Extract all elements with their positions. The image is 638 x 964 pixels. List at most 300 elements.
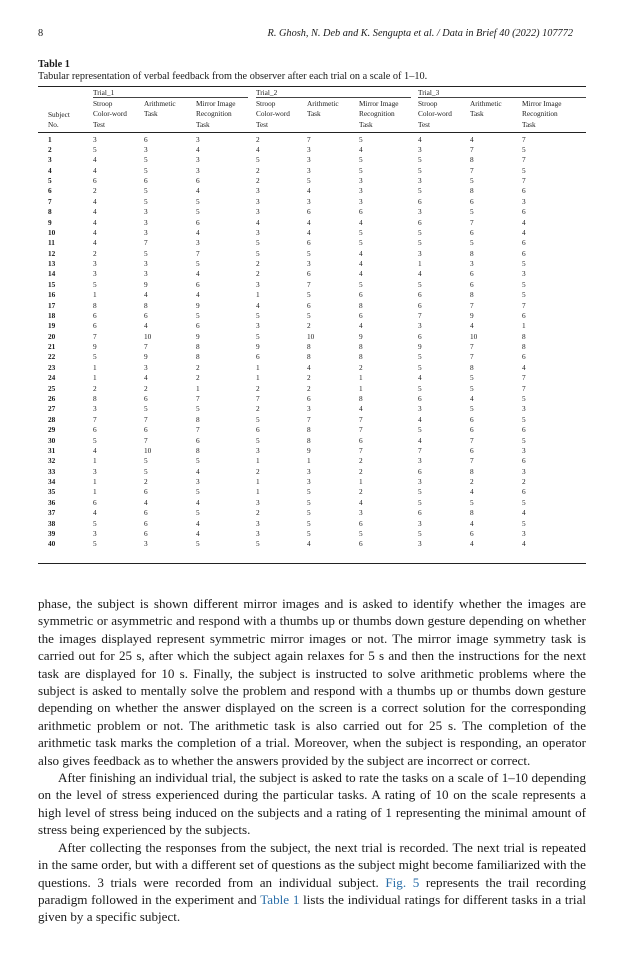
rating-cell: 1 [93, 290, 97, 300]
rating-cell: 3 [196, 165, 200, 175]
rating-cell: 3 [307, 155, 311, 165]
rating-cell: 6 [470, 528, 474, 538]
table-row [0, 197, 638, 207]
rating-cell: 2 [256, 259, 260, 269]
rating-cell: 4 [93, 217, 97, 227]
rating-cell: 4 [470, 394, 474, 403]
rating-cell: 5 [418, 227, 422, 237]
rating-cell: 5 [418, 362, 422, 372]
subject-number: 23 [48, 362, 56, 372]
rating-cell: 6 [93, 310, 97, 320]
table-row [0, 539, 638, 549]
rating-cell: 5 [307, 497, 311, 507]
rating-cell: 4 [144, 321, 148, 331]
rating-cell: 9 [307, 445, 311, 455]
rating-cell: 6 [307, 394, 311, 403]
subject-number: 22 [48, 352, 56, 362]
rating-cell: 8 [359, 394, 363, 403]
rating-cell: 4 [196, 497, 200, 507]
rating-cell: 4 [359, 144, 363, 154]
rating-cell: 2 [359, 487, 363, 497]
rating-cell: 2 [196, 373, 200, 383]
table-row [0, 166, 638, 176]
rating-cell: 7 [307, 134, 311, 144]
rating-cell: 3 [418, 539, 422, 549]
rating-cell: 5 [307, 310, 311, 320]
t1-arithmetic-header: Arithmetic Task [144, 99, 176, 119]
rating-cell: 5 [470, 497, 474, 507]
rating-cell: 4 [470, 539, 474, 549]
rating-cell: 6 [522, 425, 526, 435]
trial-header-2: Trial_2 [256, 88, 278, 97]
table-row [0, 301, 638, 311]
rating-cell: 7 [522, 300, 526, 310]
rating-cell: 5 [256, 331, 260, 341]
page-number: 8 [38, 28, 44, 39]
rating-cell: 8 [307, 435, 311, 445]
rating-cell: 3 [93, 466, 97, 476]
rating-cell: 7 [522, 373, 526, 383]
rating-cell: 6 [93, 176, 97, 186]
subject-number: 32 [48, 456, 56, 466]
rating-cell: 6 [196, 176, 200, 186]
subject-number: 18 [48, 310, 56, 320]
rating-cell: 2 [256, 165, 260, 175]
rating-cell: 9 [144, 279, 148, 289]
rating-cell: 6 [144, 487, 148, 497]
table-row [0, 498, 638, 508]
rating-cell: 4 [522, 362, 526, 372]
subject-number: 17 [48, 300, 56, 310]
rating-cell: 5 [196, 196, 200, 206]
rating-cell: 6 [144, 528, 148, 538]
rating-cell: 5 [144, 196, 148, 206]
rating-cell: 8 [470, 508, 474, 518]
rating-cell: 5 [359, 528, 363, 538]
trial-header-1: Trial_1 [93, 88, 115, 97]
subject-number: 24 [48, 373, 56, 383]
rating-cell: 6 [359, 207, 363, 217]
rating-cell: 7 [93, 414, 97, 424]
rating-cell: 5 [93, 279, 97, 289]
rating-cell: 7 [470, 456, 474, 466]
rating-cell: 5 [256, 155, 260, 165]
rating-cell: 7 [359, 425, 363, 435]
table-row [0, 155, 638, 165]
rating-cell: 8 [470, 155, 474, 165]
rating-cell: 4 [418, 373, 422, 383]
rating-cell: 8 [93, 394, 97, 403]
rating-cell: 2 [470, 477, 474, 487]
rating-cell: 6 [470, 425, 474, 435]
rating-cell: 3 [256, 445, 260, 455]
rating-cell: 1 [418, 259, 422, 269]
rating-cell: 3 [144, 362, 148, 372]
rating-cell: 4 [359, 497, 363, 507]
subject-number: 26 [48, 394, 56, 403]
rating-cell: 3 [307, 165, 311, 175]
rating-cell: 3 [256, 207, 260, 217]
rating-cell: 4 [307, 217, 311, 227]
rating-cell: 6 [418, 508, 422, 518]
rating-cell: 8 [470, 362, 474, 372]
rating-cell: 5 [470, 207, 474, 217]
table-top-rule [38, 86, 586, 87]
rating-cell: 3 [359, 196, 363, 206]
rating-cell: 4 [470, 134, 474, 144]
rating-cell: 5 [196, 539, 200, 549]
table-row [0, 467, 638, 477]
table-caption: Tabular representation of verbal feedback from the observer after each trial on a scale of 1–10. [38, 71, 428, 82]
rating-cell: 9 [256, 342, 260, 352]
rating-cell: 5 [196, 456, 200, 466]
rating-cell: 6 [196, 321, 200, 331]
subject-number: 5 [48, 176, 52, 186]
subject-number: 38 [48, 518, 56, 528]
rating-cell: 7 [470, 435, 474, 445]
table-row [0, 280, 638, 290]
rating-cell: 4 [307, 227, 311, 237]
trial-3-rule [418, 97, 586, 98]
rating-cell: 4 [256, 144, 260, 154]
rating-cell: 4 [196, 269, 200, 279]
rating-cell: 5 [256, 248, 260, 258]
table-row [0, 269, 638, 279]
table-row [0, 373, 638, 383]
rating-cell: 1 [256, 290, 260, 300]
rating-cell: 3 [307, 196, 311, 206]
rating-cell: 4 [307, 186, 311, 196]
paragraph-2: After finishing an individual trial, the subject is asked to rate the tasks on a scale of 1–10 depending on the level of stress experienced during the particular tasks. A rating of 10 on the scale represents a high level of stress being induced on the subjects and a rating of 1 representing the minimal amount of stress being experienced by the subjects. [38, 770, 586, 838]
rating-cell: 7 [144, 238, 148, 248]
rating-cell: 4 [144, 497, 148, 507]
subject-number: 37 [48, 508, 56, 518]
rating-cell: 10 [307, 331, 315, 341]
table-row [0, 135, 638, 145]
rating-cell: 5 [359, 279, 363, 289]
rating-cell: 3 [93, 528, 97, 538]
rating-cell: 9 [93, 342, 97, 352]
rating-cell: 3 [359, 176, 363, 186]
rating-cell: 5 [307, 248, 311, 258]
rating-cell: 6 [144, 518, 148, 528]
table-row [0, 321, 638, 331]
subject-number: 16 [48, 290, 56, 300]
rating-cell: 7 [470, 144, 474, 154]
rating-cell: 5 [196, 487, 200, 497]
rating-cell: 9 [418, 342, 422, 352]
rating-cell: 2 [307, 321, 311, 331]
rating-cell: 4 [359, 404, 363, 414]
rating-cell: 7 [307, 414, 311, 424]
rating-cell: 5 [418, 487, 422, 497]
table-1-link[interactable]: Table 1 [260, 891, 300, 907]
rating-cell: 6 [470, 227, 474, 237]
rating-cell: 4 [93, 196, 97, 206]
rating-cell: 2 [256, 176, 260, 186]
rating-cell: 5 [418, 186, 422, 196]
rating-cell: 5 [256, 539, 260, 549]
rating-cell: 5 [418, 528, 422, 538]
rating-cell: 8 [359, 300, 363, 310]
rating-cell: 6 [307, 300, 311, 310]
table-row [0, 176, 638, 186]
rating-cell: 3 [470, 259, 474, 269]
rating-cell: 8 [144, 300, 148, 310]
rating-cell: 3 [256, 279, 260, 289]
rating-cell: 6 [256, 352, 260, 362]
subject-number: 4 [48, 165, 52, 175]
rating-cell: 4 [359, 259, 363, 269]
subject-number: 2 [48, 144, 52, 154]
rating-cell: 4 [522, 227, 526, 237]
rating-cell: 2 [307, 373, 311, 383]
rating-cell: 4 [470, 518, 474, 528]
rating-cell: 4 [522, 217, 526, 227]
rating-cell: 4 [418, 269, 422, 279]
rating-cell: 6 [470, 269, 474, 279]
rating-cell: 1 [256, 477, 260, 487]
subject-number: 29 [48, 425, 56, 435]
rating-cell: 6 [307, 207, 311, 217]
rating-cell: 3 [418, 477, 422, 487]
rating-cell: 7 [522, 383, 526, 393]
rating-cell: 5 [144, 248, 148, 258]
rating-cell: 5 [470, 176, 474, 186]
rating-cell: 1 [256, 487, 260, 497]
paragraph-1: phase, the subject is shown different mirror images and is asked to identify whether the images are symmetric or asymmetric and respond with a thumbs up or thumbs down gesture depending on whether the images displayed represent symmetric mirror images or not. The mirror image symmetry task is carried out for 25 s, after which the subject again relaxes for 5 s and then the instructions for the next task are displayed for 10 s. Finally, the subject is instructed to solve arithmetic problems where the subject is asked to mentally solve the problem and respond with a thumbs up or thumbs down gesture depending on whether the answer displayed on the screen is a correct solution for the corresponding arithmetic problem or not. The arithmetic task is also carried out for 25 s. The completion of the arithmetic task marks the completion of a trial. Moreover, when the subject is responding, an operator also gives feedback as to whether the answers provided by the subject are incorrect or correct. [38, 596, 586, 768]
rating-cell: 9 [144, 352, 148, 362]
rating-cell: 4 [196, 290, 200, 300]
subject-number: 35 [48, 487, 56, 497]
rating-cell: 4 [307, 539, 311, 549]
rating-cell: 5 [144, 466, 148, 476]
rating-cell: 5 [418, 238, 422, 248]
rating-cell: 10 [144, 445, 152, 455]
rating-cell: 3 [418, 456, 422, 466]
rating-cell: 6 [256, 425, 260, 435]
rating-cell: 4 [93, 227, 97, 237]
rating-cell: 8 [307, 425, 311, 435]
table-row [0, 415, 638, 425]
rating-cell: 2 [256, 383, 260, 393]
rating-cell: 1 [93, 477, 97, 487]
rating-cell: 6 [418, 394, 422, 403]
rating-cell: 5 [93, 539, 97, 549]
table-row [0, 394, 638, 404]
rating-cell: 7 [470, 342, 474, 352]
rating-cell: 5 [144, 404, 148, 414]
rating-cell: 6 [144, 176, 148, 186]
rating-cell: 6 [196, 279, 200, 289]
rating-cell: 8 [470, 248, 474, 258]
rating-cell: 5 [522, 414, 526, 424]
rating-cell: 3 [144, 217, 148, 227]
subject-column-header: Subject No. [48, 109, 70, 129]
rating-cell: 9 [196, 300, 200, 310]
rating-cell: 5 [470, 383, 474, 393]
subject-number: 36 [48, 497, 56, 507]
rating-cell: 6 [418, 196, 422, 206]
rating-cell: 3 [196, 134, 200, 144]
rating-cell: 7 [359, 414, 363, 424]
rating-cell: 8 [196, 414, 200, 424]
rating-cell: 3 [256, 528, 260, 538]
rating-cell: 5 [359, 134, 363, 144]
rating-cell: 1 [93, 487, 97, 497]
rating-cell: 3 [307, 144, 311, 154]
subject-number: 21 [48, 342, 56, 352]
rating-cell: 7 [522, 176, 526, 186]
rating-cell: 4 [93, 508, 97, 518]
rating-cell: 6 [144, 310, 148, 320]
rating-cell: 2 [359, 456, 363, 466]
rating-cell: 5 [144, 165, 148, 175]
rating-cell: 7 [522, 155, 526, 165]
rating-cell: 4 [522, 508, 526, 518]
rating-cell: 9 [196, 331, 200, 341]
rating-cell: 3 [256, 518, 260, 528]
rating-cell: 3 [144, 539, 148, 549]
rating-cell: 3 [522, 404, 526, 414]
trial-2-rule [256, 97, 411, 98]
rating-cell: 4 [93, 238, 97, 248]
rating-cell: 6 [470, 196, 474, 206]
rating-cell: 5 [307, 487, 311, 497]
rating-cell: 4 [144, 290, 148, 300]
t1-stroop-header: Stroop Color-word Test [93, 99, 127, 129]
rating-cell: 5 [144, 155, 148, 165]
rating-cell: 6 [144, 134, 148, 144]
table-row [0, 384, 638, 394]
fig-5-link[interactable]: Fig. 5 [385, 874, 420, 890]
rating-cell: 3 [196, 238, 200, 248]
rating-cell: 6 [93, 425, 97, 435]
rating-cell: 7 [307, 279, 311, 289]
rating-cell: 4 [418, 414, 422, 424]
rating-cell: 5 [256, 414, 260, 424]
rating-cell: 5 [522, 165, 526, 175]
rating-cell: 1 [93, 373, 97, 383]
table-row [0, 290, 638, 300]
rating-cell: 5 [522, 259, 526, 269]
subject-number: 15 [48, 279, 56, 289]
body-text [38, 595, 586, 926]
rating-cell: 5 [418, 383, 422, 393]
paragraph-3: After collecting the responses from the subject, the next trial is recorded. The next trial is repeated in the same order, but with a different set of questions as the subject might become familiarized with the questions. 3 trials were recorded from an individual subject. Fig. 5 represents the trail recording paradigm followed in the experiment and Table 1 lists the individual ratings for different tasks in a trial given by a specific subject. [38, 839, 587, 925]
rating-cell: 3 [93, 259, 97, 269]
rating-cell: 5 [307, 290, 311, 300]
subject-number: 39 [48, 528, 56, 538]
rating-cell: 5 [93, 352, 97, 362]
table-row [0, 238, 638, 248]
rating-cell: 5 [470, 404, 474, 414]
rating-cell: 6 [522, 207, 526, 217]
rating-cell: 10 [470, 331, 478, 341]
rating-cell: 3 [307, 404, 311, 414]
rating-cell: 3 [522, 269, 526, 279]
rating-cell: 7 [144, 435, 148, 445]
rating-cell: 6 [93, 497, 97, 507]
subject-number: 40 [48, 539, 56, 549]
rating-cell: 3 [418, 207, 422, 217]
rating-cell: 6 [307, 238, 311, 248]
rating-cell: 6 [522, 352, 526, 362]
t1-mirror-header: Mirror Image Recognition Task [196, 99, 236, 129]
table-row [0, 363, 638, 373]
table-row [0, 342, 638, 352]
rating-cell: 6 [522, 186, 526, 196]
rating-cell: 7 [470, 352, 474, 362]
rating-cell: 1 [359, 383, 363, 393]
subject-number: 10 [48, 227, 56, 237]
trial-header-3: Trial_3 [418, 88, 440, 97]
rating-cell: 5 [359, 227, 363, 237]
rating-cell: 7 [144, 342, 148, 352]
trial-1-rule [93, 97, 248, 98]
rating-cell: 6 [196, 435, 200, 445]
rating-cell: 1 [93, 456, 97, 466]
rating-cell: 3 [144, 207, 148, 217]
rating-cell: 6 [359, 518, 363, 528]
rating-cell: 2 [93, 383, 97, 393]
rating-cell: 3 [307, 259, 311, 269]
table-row [0, 446, 638, 456]
rating-cell: 7 [470, 300, 474, 310]
rating-cell: 3 [418, 518, 422, 528]
rating-cell: 5 [307, 528, 311, 538]
rating-cell: 4 [470, 487, 474, 497]
rating-cell: 6 [144, 425, 148, 435]
rating-cell: 5 [196, 207, 200, 217]
rating-cell: 5 [256, 435, 260, 445]
rating-cell: 6 [93, 321, 97, 331]
rating-cell: 2 [256, 466, 260, 476]
subject-number: 28 [48, 414, 56, 424]
rating-cell: 5 [418, 497, 422, 507]
table-row [0, 311, 638, 321]
rating-cell: 8 [470, 290, 474, 300]
subject-number: 3 [48, 155, 52, 165]
rating-cell: 8 [359, 342, 363, 352]
rating-cell: 6 [418, 217, 422, 227]
rating-cell: 8 [470, 466, 474, 476]
rating-cell: 4 [93, 445, 97, 455]
subject-number: 7 [48, 196, 52, 206]
table-bottom-rule [38, 563, 586, 564]
rating-cell: 5 [418, 352, 422, 362]
rating-cell: 2 [256, 404, 260, 414]
rating-cell: 4 [93, 155, 97, 165]
rating-cell: 4 [359, 321, 363, 331]
rating-cell: 4 [307, 362, 311, 372]
table-row [0, 145, 638, 155]
rating-cell: 1 [359, 477, 363, 487]
table-row [0, 487, 638, 497]
rating-cell: 5 [256, 238, 260, 248]
rating-cell: 5 [144, 186, 148, 196]
rating-cell: 4 [144, 373, 148, 383]
rating-cell: 8 [522, 342, 526, 352]
rating-cell: 4 [359, 269, 363, 279]
rating-cell: 5 [470, 373, 474, 383]
rating-cell: 2 [196, 362, 200, 372]
rating-cell: 4 [522, 539, 526, 549]
table-row [0, 186, 638, 196]
rating-cell: 2 [144, 477, 148, 487]
table-row [0, 404, 638, 414]
rating-cell: 7 [470, 217, 474, 227]
